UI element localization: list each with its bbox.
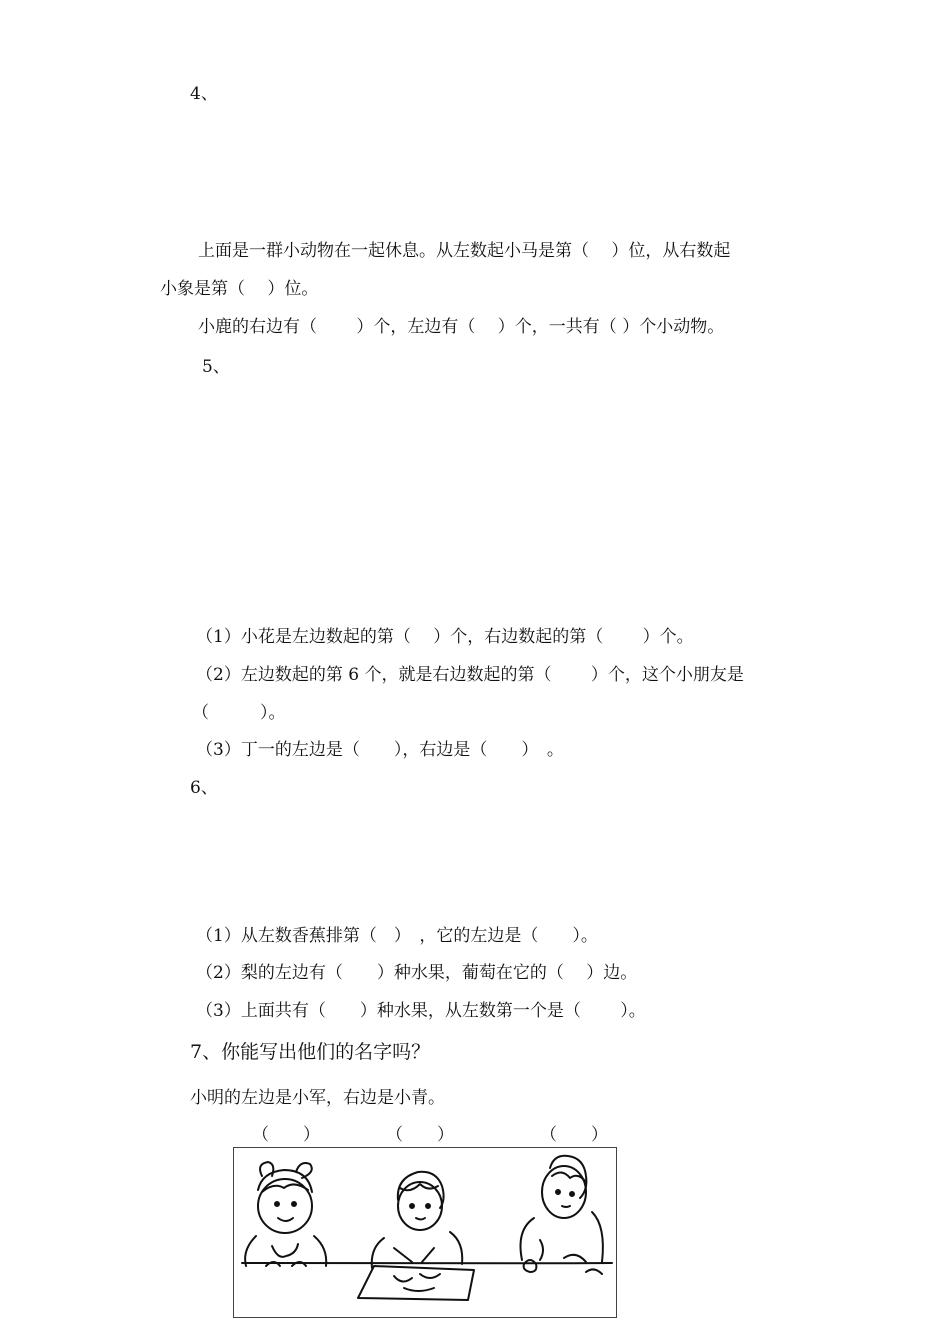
- question-5-item-3: （3）丁一的左边是（ ），右边是（ ） 。: [196, 740, 564, 760]
- question-6-item-1: （1）从左数香蕉排第（ ） ，它的左边是（ ）。: [196, 926, 598, 946]
- question-4-line-3: 小鹿的右边有（ ）个，左边有（ ）个，一共有（ ）个小动物。: [198, 317, 725, 337]
- name-blank-2: （ ）: [386, 1125, 454, 1145]
- question-5-number: 5、: [202, 357, 230, 377]
- name-blank-1: （ ）: [252, 1125, 320, 1145]
- question-5-item-1: （1）小花是左边数起的第（ ）个，右边数起的第（ ）个。: [196, 627, 694, 647]
- child-boy-right: [521, 1156, 603, 1274]
- question-7-hint: 小明的左边是小军，右边是小青。: [190, 1088, 445, 1108]
- question-6-number: 6、: [190, 778, 218, 798]
- question-6-item-3: （3）上面共有（ ）种水果，从左数第一个是（ ）。: [196, 1001, 646, 1021]
- question-5-item-2a: （2）左边数起的第 6 个，就是右边数起的第（ ）个，这个小朋友是: [196, 665, 744, 685]
- question-5-item-2b: （ ）。: [192, 703, 286, 723]
- child-girl: [245, 1162, 326, 1266]
- question-7-title: 7、你能写出他们的名字吗？: [190, 1041, 431, 1063]
- question-4-line-2: 小象是第（ ）位。: [160, 279, 319, 299]
- child-boy-middle: [358, 1172, 474, 1300]
- question-4-number: 4、: [190, 84, 218, 104]
- question-4-line-1: 上面是一群小动物在一起休息。从左数起小马是第（ ）位，从右数起: [198, 241, 731, 261]
- name-blank-3: （ ）: [540, 1125, 608, 1145]
- children-drawing: [234, 1148, 616, 1317]
- children-illustration: [233, 1147, 617, 1318]
- question-6-item-2: （2）梨的左边有（ ）种水果，葡萄在它的（ ）边。: [196, 963, 638, 983]
